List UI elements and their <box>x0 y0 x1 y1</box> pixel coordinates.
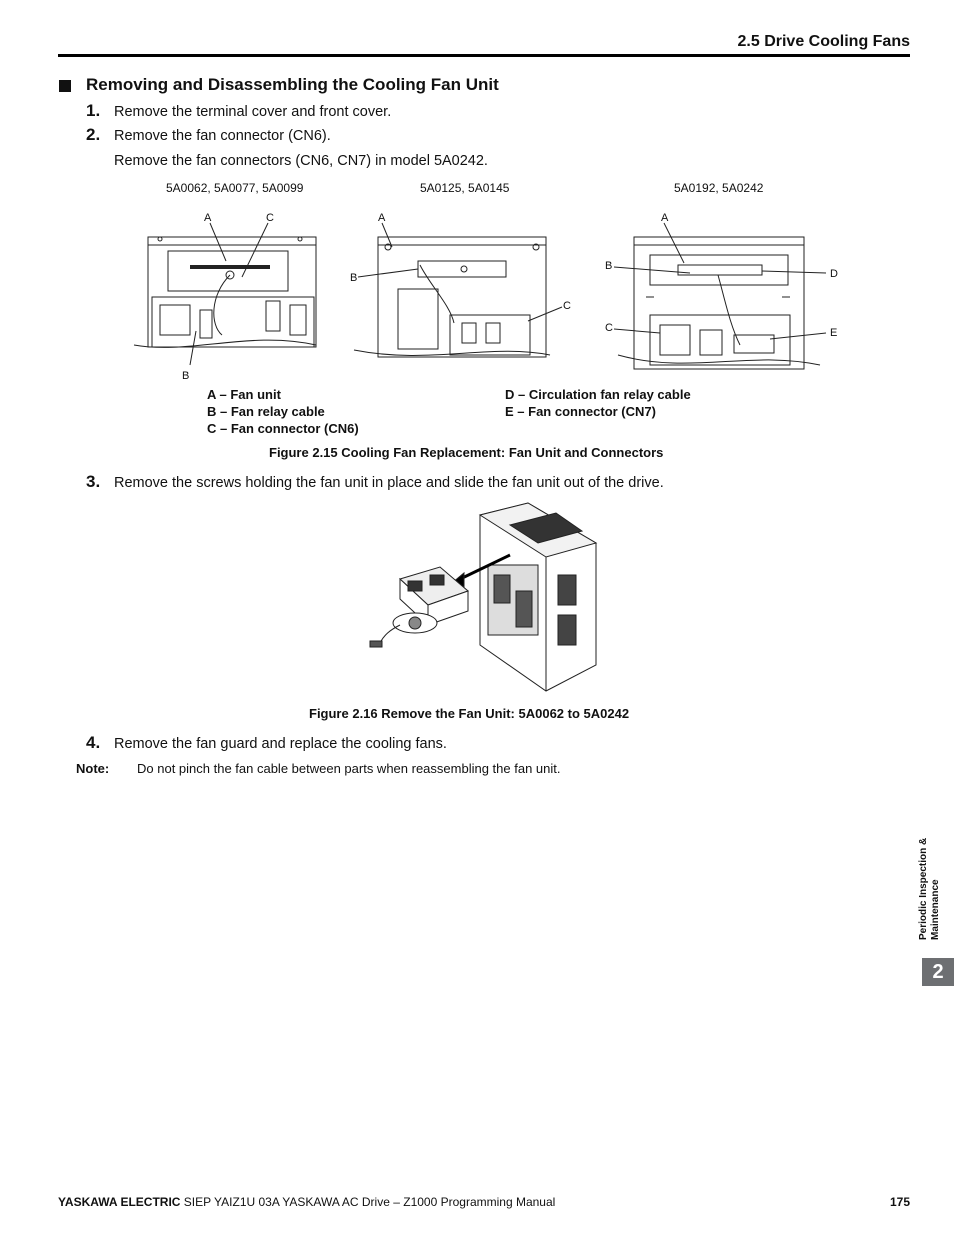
page-number: 175 <box>889 1195 910 1209</box>
drive-illustration-1 <box>134 237 316 347</box>
callout-e-3: E <box>830 327 838 339</box>
callout-b-3: B <box>605 260 613 272</box>
callout-b-2: B <box>350 272 358 284</box>
legend-item-a: A – Fan unit <box>207 387 281 402</box>
step-1-text: Remove the terminal cover and front cover. <box>114 104 392 120</box>
model-label-3: 5A0192, 5A0242 <box>674 181 764 195</box>
drive-illustration-3 <box>618 237 820 369</box>
model-label-1: 5A0062, 5A0077, 5A0099 <box>166 181 304 195</box>
chapter-tab: 2 <box>922 958 954 986</box>
step-2-text: Remove the fan connector (CN6). <box>114 128 331 144</box>
footer <box>58 1195 555 1209</box>
callout-c-2: C <box>563 300 571 312</box>
legend-right <box>505 386 691 420</box>
figure-2-15-caption: Figure 2.15 Cooling Fan Replacement: Fan Unit and Connectors <box>269 445 664 460</box>
section-bullet-icon <box>59 80 71 92</box>
legend-item-b: B – Fan relay cable <box>207 404 325 419</box>
running-header: 2.5 Drive Cooling Fans <box>737 33 910 50</box>
side-tab-label <box>918 838 942 940</box>
step-4-number: 4. <box>86 733 101 752</box>
footer-brand: YASKAWA ELECTRIC <box>58 1195 181 1209</box>
step-2-subtext: Remove the fan connectors (CN6, CN7) in model 5A0242. <box>114 153 488 169</box>
callout-a-3: A <box>661 212 669 224</box>
step-3-text: Remove the screws holding the fan unit in place and slide the fan unit out of the drive. <box>114 475 664 491</box>
figure-2-16-drawing <box>360 495 600 695</box>
callout-c-1: C <box>266 212 274 224</box>
callout-d-3: D <box>830 268 838 280</box>
step-2-number: 2. <box>86 125 101 144</box>
header-rule <box>58 54 910 57</box>
step-4-text: Remove the fan guard and replace the cooling fans. <box>114 736 447 752</box>
legend-item-d: D – Circulation fan relay cable <box>505 387 691 402</box>
note-text: Do not pinch the fan cable between parts when reassembling the fan unit. <box>137 761 561 776</box>
callout-b-1: B <box>182 370 190 382</box>
section-title: Removing and Disassembling the Cooling Fan Unit <box>86 75 499 94</box>
step-1-number: 1. <box>86 101 101 120</box>
legend-item-c: C – Fan connector (CN6) <box>207 421 359 436</box>
figure-2-16-caption: Figure 2.16 Remove the Fan Unit: 5A0062 to 5A0242 <box>309 706 630 721</box>
drive-illustration-2 <box>354 237 550 357</box>
callout-a-1: A <box>204 212 212 224</box>
callout-a-2: A <box>378 212 386 224</box>
side-tab-line-2: Maintenance <box>930 879 941 940</box>
side-tab-line-1: Periodic Inspection & <box>918 837 929 940</box>
model-label-2: 5A0125, 5A0145 <box>420 181 510 195</box>
step-3-number: 3. <box>86 472 101 491</box>
figure-2-15-drawing <box>130 205 850 385</box>
legend-left <box>207 386 359 437</box>
callout-c-3: C <box>605 322 613 334</box>
legend-item-e: E – Fan connector (CN7) <box>505 404 656 419</box>
footer-doc: SIEP YAIZ1U 03A YASKAWA AC Drive – Z1000 Programming Manual <box>180 1195 556 1209</box>
note-label: Note: <box>76 761 110 776</box>
